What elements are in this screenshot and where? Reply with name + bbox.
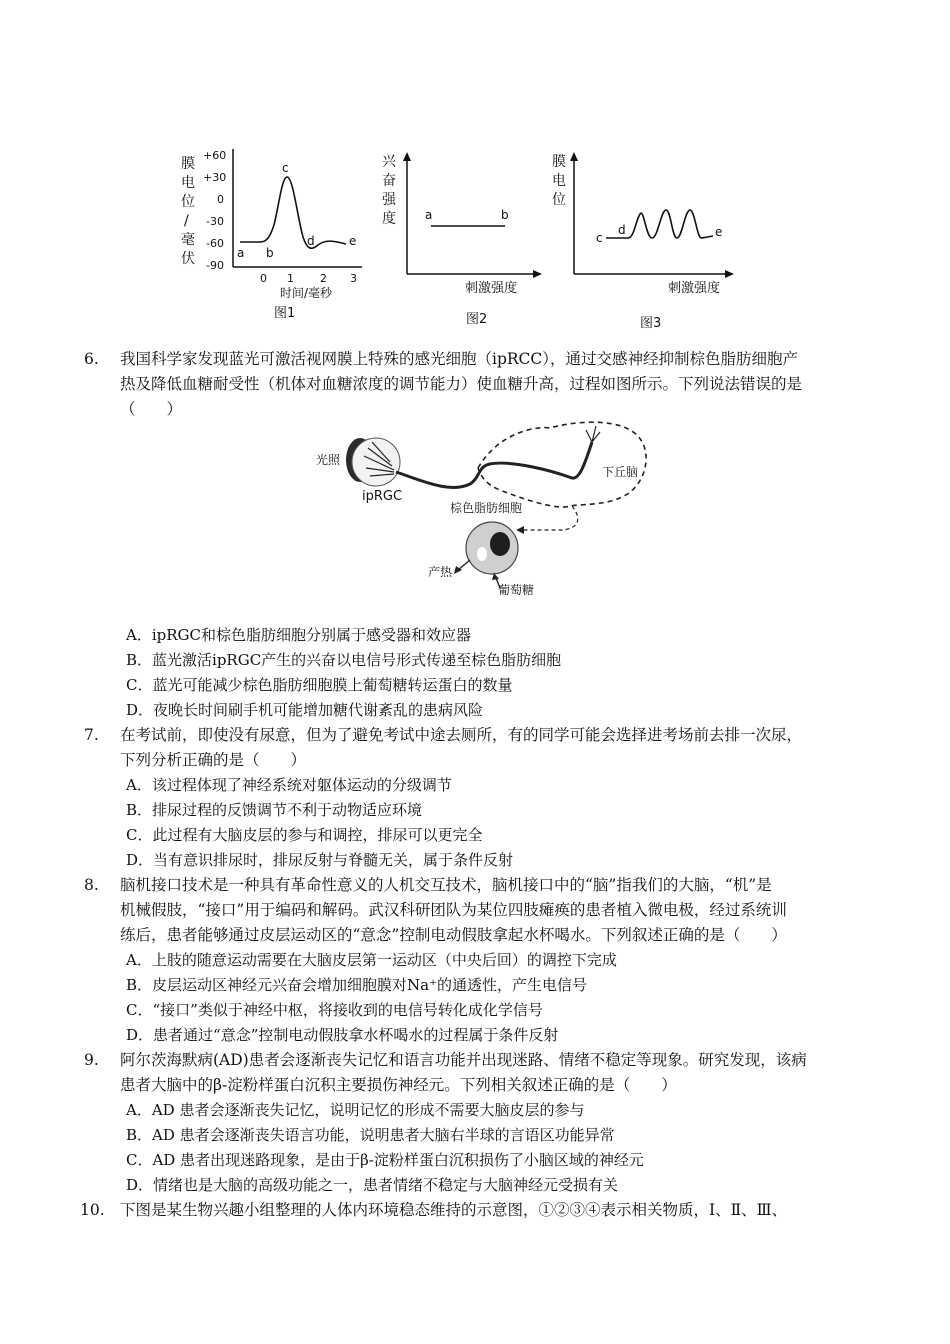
lipid-icon <box>477 547 487 561</box>
figure-1-action-potential <box>170 145 370 330</box>
fig3-ylabel-2: 电 <box>552 173 566 189</box>
question-9-option-b[interactable]: B．AD 患者会逐渐丧失语言功能，说明患者大脑右半球的言语区功能异常 <box>126 1126 615 1144</box>
arrow-head <box>516 526 524 534</box>
fig1-ytick: -60 <box>206 237 224 250</box>
fig2-xlabel: 刺激强度 <box>465 281 518 296</box>
question-6-line: 热及降低血糖耐受性（机体对血糖浓度的调节能力）使血糖升高，过程如图所示。下列说法错误的是 <box>120 375 803 393</box>
nucleus-icon <box>490 532 510 556</box>
question-8-line: 练后，患者能够通过皮层运动区的“意念”控制电动假肢拿起水杯喝水。下列叙述正确的是（ ） <box>120 926 787 944</box>
question-10-number: 10. <box>80 1201 105 1219</box>
q6-label-heat: 产热 <box>428 565 453 579</box>
fig1-xtick: 2 <box>320 272 327 285</box>
fig1-point-d: d <box>307 234 315 248</box>
question-9-option-c[interactable]: C．AD 患者出现迷路现象，是由于β-淀粉样蛋白沉积损伤了小脑区域的神经元 <box>126 1151 644 1169</box>
fig1-ytick: -30 <box>206 215 224 228</box>
fig3-ylabel-3: 位 <box>552 192 566 208</box>
fig2-ylabel-2: 奋 <box>382 173 396 189</box>
question-6-option-c[interactable]: C．蓝光可能减少棕色脂肪细胞膜上葡萄糖转运蛋白的数量 <box>126 676 513 694</box>
question-6-diagram <box>310 420 660 600</box>
fig2-caption: 图2 <box>466 312 488 327</box>
fig1-ylabel-2: 电 <box>181 175 195 191</box>
question-9-number: 9. <box>84 1051 99 1069</box>
fig1-ytick: +30 <box>203 171 227 184</box>
q6-label-hypothalamus: 下丘脑 <box>602 465 639 479</box>
question-7-number: 7. <box>84 726 99 744</box>
question-8-option-d[interactable]: D．患者通过“意念”控制电动假肢拿水杯喝水的过程属于条件反射 <box>126 1026 559 1044</box>
fig1-ytick: +60 <box>203 149 227 162</box>
question-8-option-b[interactable]: B．皮层运动区神经元兴奋会增加细胞膜对Na⁺的通透性，产生电信号 <box>126 976 588 994</box>
hypothalamus-branches <box>586 426 600 442</box>
question-6-option-d[interactable]: D．夜晚长时间刷手机可能增加糖代谢紊乱的患病风险 <box>126 701 484 719</box>
fig1-ylabel-3: 位 <box>181 194 195 210</box>
question-9-option-a[interactable]: A．AD 患者会逐渐丧失记忆，说明记忆的形成不需要大脑皮层的参与 <box>126 1101 585 1119</box>
fig1-caption: 图1 <box>274 306 296 321</box>
fig3-point-e: e <box>715 225 723 239</box>
fig1-ytick: -90 <box>206 259 224 272</box>
fig2-point-a: a <box>425 208 433 222</box>
question-9-line: 阿尔茨海默病(AD)患者会逐渐丧失记忆和语言功能并出现迷路、情绪不稳定等现象。研究发现，该病 <box>120 1051 807 1069</box>
question-7-option-a[interactable]: A．该过程体现了神经系统对躯体运动的分级调节 <box>126 776 452 794</box>
fig1-point-e: e <box>349 234 357 248</box>
fig1-ylabel-1: 膜 <box>181 156 195 172</box>
fig1-ytick: 0 <box>217 193 224 206</box>
question-10-line: 下图是某生物兴趣小组整理的人体内环境稳态维持的示意图，①②③④表示相关物质，Ⅰ、Ⅱ、Ⅲ、 <box>120 1201 788 1219</box>
fig3-caption: 图3 <box>640 316 662 330</box>
q6-label-brown-fat: 棕色脂肪细胞 <box>450 501 523 515</box>
q6-label-glucose: 葡萄糖 <box>498 583 535 597</box>
dashed-arrow-to-fat <box>522 506 578 530</box>
question-7-line: 下列分析正确的是（ ） <box>120 751 307 769</box>
fig3-xlabel: 刺激强度 <box>668 281 721 296</box>
question-6-line: （ ） <box>120 400 183 418</box>
fig2-point-b: b <box>501 208 509 222</box>
q6-label-light: 光照 <box>316 453 341 467</box>
fig2-ylabel-3: 强 <box>382 192 396 208</box>
fig2-ylabel-1: 兴 <box>382 154 396 170</box>
sympathetic-nerve <box>396 442 592 487</box>
fig3-point-c: c <box>596 231 603 245</box>
fig1-xlabel: 时间/毫秒 <box>280 286 333 300</box>
fig1-ylabel-6: 伏 <box>181 251 195 267</box>
fig2-x-arrow <box>533 270 542 278</box>
question-8-line: 机械假肢，“接口”用于编码和解码。武汉科研团队为某位四肢瘫痪的患者植入微电极，经过系统训 <box>120 901 787 919</box>
figure-2-excitation <box>378 150 548 330</box>
fig3-y-arrow <box>570 152 578 161</box>
question-8-option-a[interactable]: A．上肢的随意运动需要在大脑皮层第一运动区（中央后回）的调控下完成 <box>126 951 617 969</box>
fig3-point-d: d <box>618 223 626 237</box>
fig1-point-a: a <box>237 246 245 260</box>
question-6-option-b[interactable]: B．蓝光激活ipRGC产生的兴奋以电信号形式传递至棕色脂肪细胞 <box>126 651 562 669</box>
fig3-x-arrow <box>725 270 734 278</box>
question-7-option-d[interactable]: D．当有意识排尿时，排尿反射与脊髓无关，属于条件反射 <box>126 851 514 869</box>
fig1-point-b: b <box>266 246 274 260</box>
fig3-ylabel-1: 膜 <box>552 154 566 170</box>
question-8-option-c[interactable]: C．“接口”类似于神经中枢，将接收到的电信号转化成化学信号 <box>126 1001 543 1019</box>
question-9-option-d[interactable]: D．情绪也是大脑的高级功能之一，患者情绪不稳定与大脑神经元受损有关 <box>126 1176 619 1194</box>
question-6-line: 我国科学家发现蓝光可激活视网膜上特殊的感光细胞（ipRCC），通过交感神经抑制棕色脂肪细胞产 <box>120 350 799 368</box>
fig1-xtick: 3 <box>350 272 357 285</box>
fig1-ylabel-4: / <box>184 213 189 229</box>
fig1-curve <box>240 177 346 248</box>
fig2-y-arrow <box>403 152 411 161</box>
fig1-xtick: 0 <box>260 272 267 285</box>
question-6-number: 6. <box>84 350 99 368</box>
fig1-xtick: 1 <box>287 272 294 285</box>
fig1-ylabel-5: 毫 <box>181 232 195 248</box>
question-6-option-a[interactable]: A．ipRGC和棕色脂肪细胞分别属于感受器和效应器 <box>126 626 471 644</box>
question-9-line: 患者大脑中的β-淀粉样蛋白沉积主要损伤神经元。下列相关叙述正确的是（ ） <box>120 1076 677 1094</box>
fig2-ylabel-4: 度 <box>382 211 396 227</box>
q6-label-iprgc: ipRGC <box>362 489 403 504</box>
question-7-option-c[interactable]: C．此过程有大脑皮层的参与和调控，排尿可以更完全 <box>126 826 483 844</box>
fig1-point-c: c <box>282 161 289 175</box>
question-8-number: 8. <box>84 876 99 894</box>
question-8-line: 脑机接口技术是一种具有革命性意义的人机交互技术，脑机接口中的“脑”指我们的大脑，“机”是 <box>120 876 772 894</box>
heat-arrow <box>458 560 470 570</box>
question-7-option-b[interactable]: B．排尿过程的反馈调节不利于动物适应环境 <box>126 801 423 819</box>
question-7-line: 在考试前，即使没有尿意，但为了避免考试中途去厕所，有的同学可能会选择进考场前去排一次尿， <box>120 726 803 744</box>
figure-3-membrane-potential <box>548 150 748 330</box>
